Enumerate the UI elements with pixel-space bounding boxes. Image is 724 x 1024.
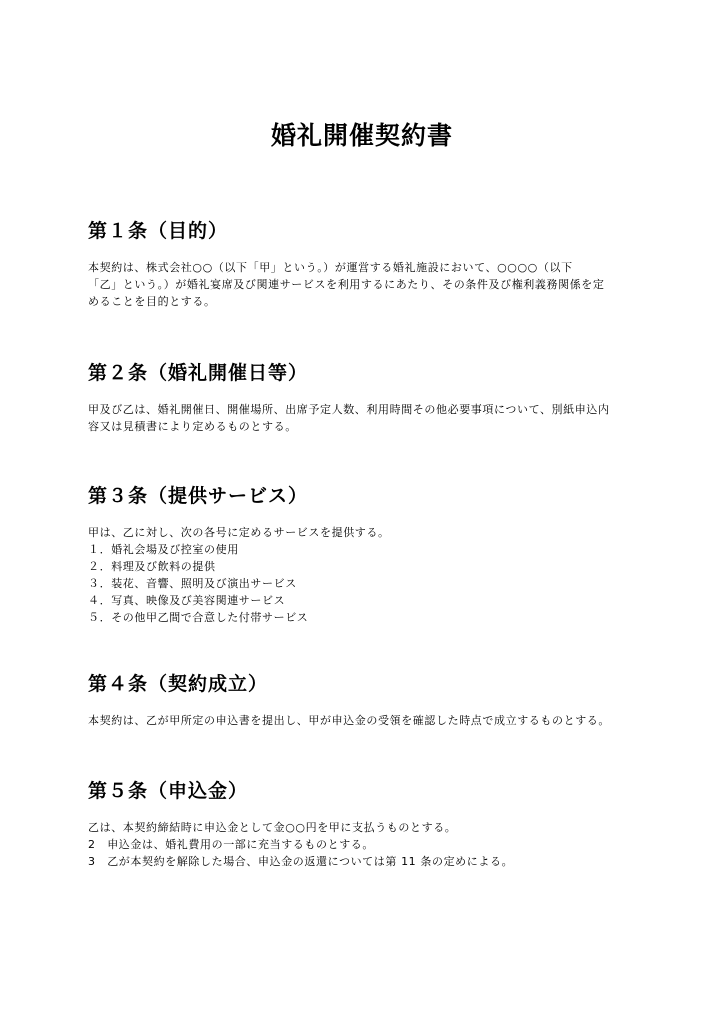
article-1-line-3: めることを目的とする。	[88, 295, 216, 308]
article-3-heading: 第３条（提供サービス）	[88, 485, 309, 507]
article-3-item-5: ５．その他甲乙間で合意した付帯サービス	[88, 611, 309, 624]
article-4-heading: 第４条（契約成立）	[88, 673, 269, 695]
article-2-line-1: 甲及び乙は、婚礼開催日、開催場所、出席予定人数、利用時間その他必要事項について、別紙申込内	[88, 403, 610, 416]
article-1-line-2: 「乙」という。）が婚礼宴席及び関連サービスを利用するにあたり、その条件及び権利義務関係を定	[88, 278, 605, 291]
article-3-item-1: １．婚礼会場及び控室の使用	[88, 543, 239, 556]
article-2-body	[88, 401, 648, 435]
article-5	[88, 777, 648, 870]
article-1-body	[88, 259, 648, 310]
article-5-line-2: 2 申込金は、婚礼費用の一部に充当するものとする。	[88, 838, 374, 851]
article-3-item-4: ４．写真、映像及び美容関連サービス	[88, 594, 286, 607]
article-2-line-2: 容又は見積書により定めるものとする。	[88, 420, 297, 433]
article-1-heading: 第１条（目的）	[88, 220, 229, 242]
article-5-line-3: 3 乙が本契約を解除した場合、申込金の返還については第 11 条の定めによる。	[88, 855, 514, 868]
article-3-item-3: ３．装花、音響、照明及び演出サービス	[88, 577, 297, 590]
article-3	[88, 482, 648, 626]
article-1	[88, 217, 648, 310]
article-4-body	[88, 712, 648, 729]
article-4-line-1: 本契約は、乙が甲所定の申込書を提出し、甲が申込金の受領を確認した時点で成立するものとする。	[88, 714, 610, 727]
document-title: 婚礼開催契約書	[270, 121, 453, 150]
article-3-body	[88, 524, 648, 626]
article-3-item-2: ２．料理及び飲料の提供	[88, 560, 216, 573]
article-2	[88, 359, 648, 435]
article-4	[88, 670, 648, 729]
article-5-heading: 第５条（申込金）	[88, 780, 249, 802]
article-2-heading: 第２条（婚礼開催日等）	[88, 362, 309, 384]
article-1-line-1: 本契約は、株式会社○○（以下「甲」という。）が運営する婚礼施設において、○○○○（以下	[88, 261, 573, 274]
article-3-line-1: 甲は、乙に対し、次の各号に定めるサービスを提供する。	[88, 526, 390, 539]
article-5-body	[88, 819, 648, 870]
article-5-line-1: 乙は、本契約締結時に申込金として金○○円を甲に支払うものとする。	[88, 821, 457, 834]
